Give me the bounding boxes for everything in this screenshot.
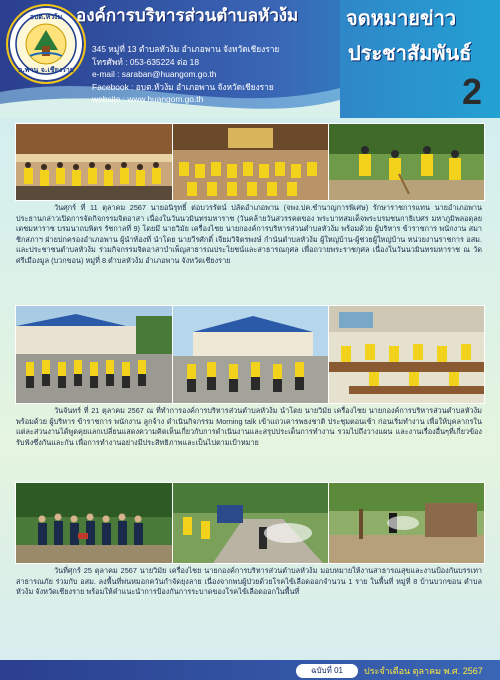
contact-info [92,43,332,106]
photo-volunteer-ceremony-2 [172,123,329,201]
photo-illustration [329,483,484,563]
footer-issue-badge: ฉบับที่ 01 [296,664,358,678]
photo-illustration [329,306,484,403]
newsletter-title-line-1: จดหมายข่าว [346,8,457,30]
issue-number: 2 [461,71,483,112]
photo-volunteer-ceremony-1 [15,123,173,201]
newsletter-title-line-2: ประชาสัมพันธ์ [348,43,472,65]
photo-illustration [16,483,172,563]
article-2-text: วันจันทร์ ที่ 21 ตุลาคม 2567 ณ ที่ทำการองค์การบริหารส่วนตำบลหัวง้ม นำโดย นายวิมัย เครื่องไชย นายกองค์การบริหารส่วนตำบลหัวง้ม พร้อมด้วย ผู้บริหาร ข้าราชการ พนักงาน ลูกจ้าง ดำเนินกิจกรรม Morning talk เข้าแถวเคารพธงชาติ ประชุมตอนเช้า ก่อนเริ่มทำงาน เพื่อให้บุคลากรในแต่ละส่วนงานได้พูดคุยแลกเปลี่ยนแสดงความคิดเห็นเกี่ยวกับการดำเนินงานและสรุปประเด็นการทำงาน รวมไปถึงวางแผน และงานเรื่องอื่นๆที่เกี่ยวข้อง รับฟังซึ่งกันและกัน เพื่อการทำงานอย่างมีประสิทธิภาพและเป็นไปตามเป้าหมาย [16,406,482,447]
organization-name: องค์การบริหารส่วนตำบลหัวง้ม [76,6,299,25]
photo-illustration [16,124,172,200]
photo-illustration [16,306,172,403]
photo-meeting-room [328,305,485,404]
organization-logo [6,4,86,84]
photo-illustration [173,306,328,403]
logo-text-top: อบต.หัวง้ม [29,13,63,21]
photo-volunteer-cleaning [328,123,485,201]
phone-text: โทรศัพท์ : 053-635224 ต่อ 18 [92,56,200,67]
email-text: e-mail : saraban@huangom.go.th [92,69,217,80]
photo-morning-talk-1 [15,305,173,404]
photo-illustration [173,483,328,563]
logo-text-bottom: อ.พาน จ.เชียงราย [18,66,74,74]
photo-fogging-garden [328,482,485,564]
photo-illustration [329,124,484,200]
article-3-text: วันที่ศุกร์ 25 ตุลาคม 2567 นายวิมัย เครื่องไชย นายกองค์การบริหารส่วนตำบลหัวง้ม มอบหมายให้งานสาธารณสุขและงานป้องกันบรรเทาสาธารณภัย ร่วมกับ อสม. ลงพื้นที่พ่นหมอกควันกำจัดยุงลาย เนื่องจากพบผู้ป่วยด้วยโรคไข้เลือดออกจำนวน 1 ราย ในพื้นที่ หมู่ที่ 8 บ้านบวกขอน ตำบลหัวง้ม จังหวัดเชียงราย พร้อมให้คำแนะนำการป้องกันการระบาดของโรคไข้เลือดออกในพื้นที่ [16,566,482,597]
address-text: 345 หมู่ที่ 13 ตำบลหัวง้ม อำเภอพาน จังหวัดเชียงราย [92,44,280,54]
photo-illustration [173,124,328,200]
page-footer [0,660,500,680]
photo-fogging-road [172,482,329,564]
website-text: website : www.huangom.go.th [92,94,204,105]
page-header [0,0,500,118]
facebook-text: Facebook : อบต.หัวง้ม อำเภอพาน จังหวัดเชียงราย [92,81,274,92]
article-1-text: วันศุกร์ ที่ 11 ตุลาคม 2567 นายอนิรุทธิ์ ต่อบวรรัตน์ ปลัดอำเภอพาน (จพง.ปค.ชำนาญการพิเศษ) รักษาราชการแทน นายอำเภอพาน ประธานกล่าวเปิดการจัดกิจกรรมจิตอาสา เนื่องในวันนวมินทรมหาราช (วันคล้ายวันสวรรคตของ พระบาทสมเด็จพระบรมชนกาธิเบศร มหาภูมิพลอดุลยเดชมหาราช บรมนาถบพิตร รัชกาลที่ 9) โดยมี นายวิมัย เครื่องไชย นายกองค์การบริหารส่วนตำบลหัวง้ม พร้อมด้วย ผู้บริหาร ข้าราชการ พนักงาน สมาชิกสภาฯ ฝ่ายปกครองอำเภอพาน ผู้นำท้องที่ นำโดย นายวีรศักดิ์ เจียมวิจิตรพงษ์ กำนันตำบลหัวง้ม ผู้ใหญ่บ้าน-ผู้ช่วยผู้ใหญ่บ้าน หน่วยงานราชการ อสม. และประชาชนตำบลหัวง้ม ร่วมกิจกรรมจิตอาสาบำเพ็ญสาธารณประโยชน์และสาธารณกุศล เพื่อถวายพระราชกุศล เนื่องในวันนวมินทรมหาราช ณ วัดศรีเมืองมูล (บวกขอน) หมู่ที่ 8 ตำบลหัวง้ม อำเภอพาน จังหวัดเชียงราย [16,203,482,265]
photo-morning-talk-2 [172,305,329,404]
newsletter-title-box [340,0,500,118]
photo-fogging-team [15,482,173,564]
footer-month-text: ประจำเดือน ตุลาคม พ.ศ. 2567 [364,666,483,676]
